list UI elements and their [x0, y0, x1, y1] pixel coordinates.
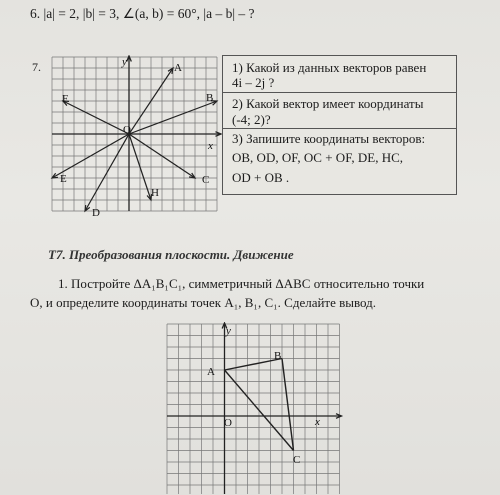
g1-label-H: H	[151, 187, 159, 199]
g1-label-x: x	[208, 140, 213, 152]
question-3-line-1: 3) Запишите координаты векторов:	[232, 131, 426, 146]
g2-label-x: x	[315, 416, 320, 428]
g2-label-A: A	[207, 366, 215, 378]
problem-6	[30, 6, 255, 22]
question-1-line-2: 4i – 2j ?	[232, 75, 275, 90]
g2-label-C: C	[293, 454, 301, 466]
g2-label-B: B	[274, 350, 282, 362]
g1-label-C: C	[202, 174, 210, 186]
question-3-line-2: OB, OD, OF, OC + OF, DE, HC,	[232, 150, 404, 165]
g2-label-y: y	[226, 325, 231, 337]
task-1-triangle-grid	[165, 322, 345, 495]
question-3-line-3: OD + OB .	[232, 170, 290, 185]
problem-7-vector-grid	[40, 55, 224, 225]
question-2-line-2: (-4; 2)?	[232, 112, 271, 127]
task-1-line-2: O, и определите координаты точек A₁, B₁, C₁. Сделайте вывод.	[30, 295, 377, 310]
g2-label-O: O	[224, 417, 232, 429]
problem-6-number: 6.	[30, 6, 41, 21]
questions-divider-1	[222, 92, 456, 93]
g1-label-F: F	[62, 93, 69, 105]
g1-label-B: B	[206, 92, 214, 104]
problem-7-number: 7.	[32, 60, 41, 74]
g1-label-A: A	[174, 62, 182, 74]
question-1-line-1: 1) Какой из данных векторов равен	[232, 60, 427, 75]
questions-divider-2	[222, 128, 456, 129]
problem-6-text: |a| = 2, |b| = 3, ∠(a, b) = 60°, |a – b| – ?	[43, 6, 255, 21]
g1-label-E: E	[60, 173, 67, 185]
g1-label-O: O	[123, 124, 131, 136]
section-title: Т7. Преобразования плоскости. Движение	[48, 247, 294, 262]
question-2-line-1: 2) Какой вектор имеет координаты	[232, 96, 424, 111]
task-1-line-1: 1. Постройте ΔA₁B₁C₁, симметричный ΔABC относительно точки	[58, 276, 425, 291]
g1-label-y: y	[122, 56, 127, 68]
g1-label-D: D	[92, 207, 100, 219]
